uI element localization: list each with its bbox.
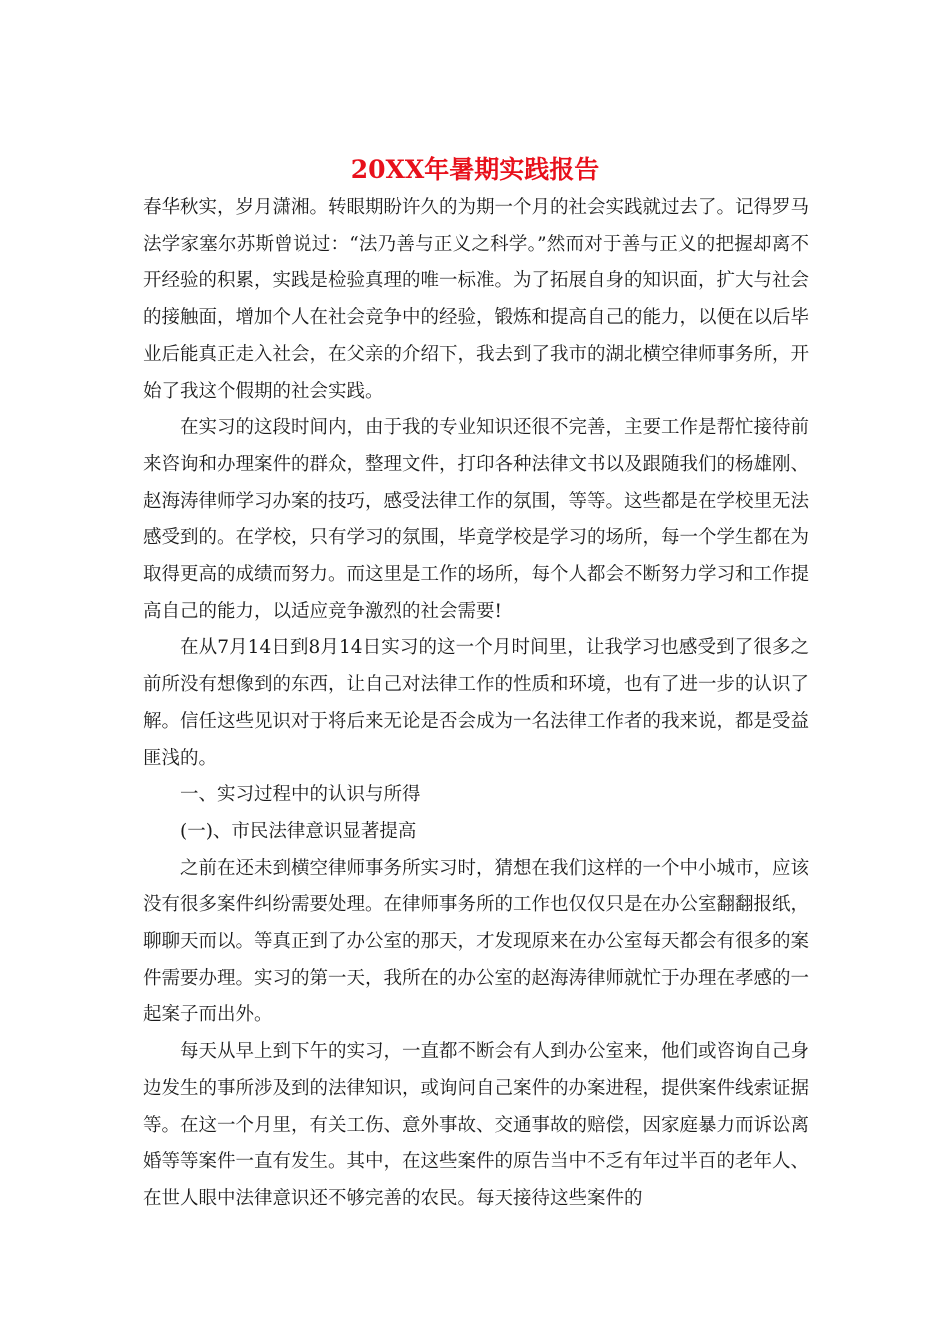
paragraph-daily-work: 每天从早上到下午的实习，一直都不断会有人到办公室来，他们或咨询自己身边发生的事所涉及到的法律知识，或询问自己案件的办案进程，提供案件线索证据等。在这一个月里，有关工伤、意外事故、交通事故的赔偿，因家庭暴力而诉讼离婚等等案件一直有发生。其中，在这些案件的原告当中不乏有年过半百的老年人、在世人眼中法律意识还不够完善的农民。每天接待这些案件的	[143, 1041, 810, 1209]
paragraph-internship-work: 在实习的这段时间内，由于我的专业知识还很不完善，主要工作是帮忙接待前来咨询和办理案件的群众，整理文件，打印各种法律文书以及跟随我们的杨雄刚、赵海涛律师学习办案的技巧，感受法律工作的氛围，等等。这些都是在学校里无法感受到的。在学校，只有学习的氛围，毕竟学校是学习的场所，每一个学生都在为取得更高的成绩而努力。而这里是工作的场所，每个人都会不断努力学习和工作提高自己的能力，以适应竞争激烈的社会需要!	[143, 417, 810, 622]
document-title: 20XX年暑期实践报告	[350, 155, 600, 184]
document-body	[143, 190, 809, 1218]
section-heading-1: 一、实习过程中的认识与所得	[180, 784, 421, 806]
paragraph-intro: 春华秋实，岁月潇湘。转眼期盼许久的为期一个月的社会实践就过去了。记得罗马法学家塞尔苏斯曾说过：“法乃善与正义之科学。”然而对于善与正义的把握却离不开经验的积累，实践是检验真理的唯一标准。为了拓展自身的知识面，扩大与社会的接触面，增加个人在社会竞争中的经验，锻炼和提高自己的能力，以便在以后毕业后能真正走入社会，在父亲的介绍下，我去到了我市的湖北横空律师事务所，开始了我这个假期的社会实践。	[143, 197, 810, 402]
subsection-heading-1: (一)、市民法律意识显著提高	[180, 820, 417, 842]
paragraph-expectation: 之前在还未到横空律师事务所实习时，猜想在我们这样的一个中小城市，应该没有很多案件纠纷需要处理。在律师事务所的工作也仅仅只是在办公室翻翻报纸，聊聊天而以。等真正到了办公室的那天，才发现原来在办公室每天都会有很多的案件需要办理。实习的第一天，我所在的办公室的赵海涛律师就忙于办理在孝感的一起案子而出外。	[143, 857, 810, 1026]
paragraph-internship-period: 在从7月14日到8月14日实习的这一个月时间里，让我学习也感受到了很多之前所没有想像到的东西，让自己对法律工作的性质和环境，也有了进一步的认识了解。信任这些见识对于将后来无论是否会成为一名法律工作者的我来说，都是受益匪浅的。	[143, 637, 810, 769]
